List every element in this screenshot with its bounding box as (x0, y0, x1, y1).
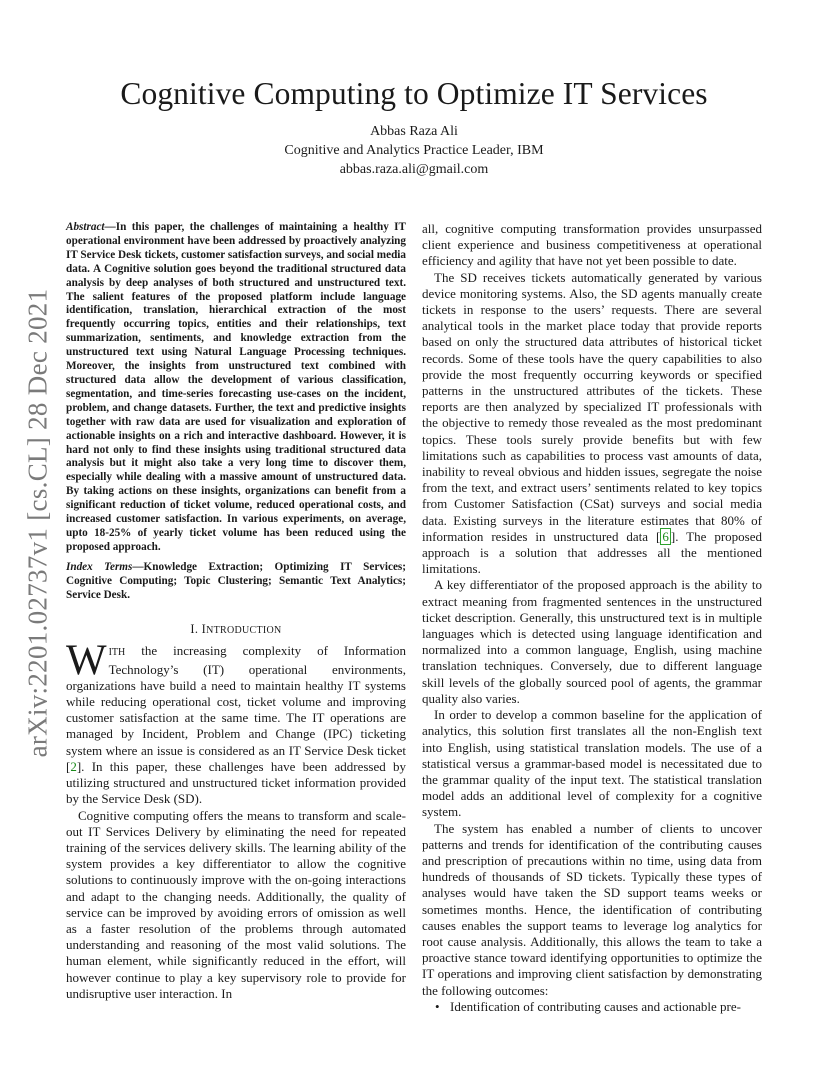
author-affiliation: Cognitive and Analytics Practice Leader, IBM (284, 143, 544, 158)
section-title-rest: NTRODUCTION (206, 625, 282, 637)
bullet-text: Identification of contributing causes and actionable pre- (450, 998, 741, 1014)
abstract-text: —In this paper, the challenges of maintaining a healthy IT operational environment have been addressed by proactively analyzing IT Service Desk tickets, customer satisfaction surveys, and social media data. A Cognitive solution goes beyond the traditional structured data analysis by deep analyses of both structured and unstructured text. The salient features of the proposed platform include language identification, translation, hierarchical extraction of the most frequently occurring topics, entities and their relationships, text summarization, sentiments, and knowledge extraction from the unstructured text using Natural Language Processing techniques. Moreover, the insights from unstructured text combined with structured data allow the development of various classification, segmentation, and time-series forecasting use-cases on the incident, problem, and change datasets. Further, the text and predictive insights together with raw data are used for visualization and exploration of actionable insights on a rich and interactive dashboard. However, it is hard not only to find these insights using traditional structured data analysis but it might also take a very long time to discover them, especially while dealing with a massive amount of unstructured data. By taking actions on these insights, organizations can benefit from a significant reduction of ticket volume, reduced operational costs, and increased customer satisfaction. In various experiments, on average, upto 18-25% of yearly ticket volume has been reduced using the proposed approach. (66, 221, 406, 553)
abstract-label: Abstract (66, 221, 105, 233)
right-paragraph-0: all, cognitive computing transformation provides unsurpassed client experience and business competitiveness at operational efficiency and agility that have not yet been possible to date. (422, 221, 762, 269)
intro-body (66, 637, 406, 1001)
intro-p1-text-b: ]. In this paper, these challenges have been addressed by utilizing structured and unstructured ticket information provided by the Service Desk (SD). (66, 758, 406, 807)
left-column (66, 221, 406, 1002)
intro-p1-text-a: the increasing complexity of Information Technology’s (IT) operational environments, organizations have build a need to maintain healthy IT systems while reducing operational cost, ticket volume and improving customer satisfaction at the same time. The IT operations are managed by Incident, Problem and Change (IPC) ticketing system where an issue is considered as an IT Service Desk ticket [ (66, 643, 406, 774)
drop-cap: W (66, 637, 107, 685)
arxiv-identifier (18, 288, 58, 758)
paper-title: Cognitive Computing to Optimize IT Services (120, 76, 708, 111)
arxiv-identifier-text: arXiv:2201.02737v1 [cs.CL] 28 Dec 2021 (22, 288, 53, 758)
intro-paragraph-2: Cognitive computing offers the means to transform and scale-out IT Services Delivery by eliminating the need for repeated training of the services delivery skills. The learning ability of the system provides a key differentiator to allow the cognitive solutions to continuously improve with the on-going interactions and adapt to the changing needs. Additionally, the quality of service can be improved by avoiding errors of omission as well as a faster resolution of the problems through automated understanding and reasoning of the most valid solutions. The human element, while significantly reduced in the effort, will however continue to play a key supervisory role to provide for undisruptive user interaction. In (66, 807, 406, 1001)
right-paragraph-1 (422, 270, 762, 578)
bullet-dot-icon: • (435, 998, 440, 1014)
index-terms (66, 561, 406, 603)
section-heading-introduction (66, 622, 406, 637)
right-paragraph-2: A key differentiator of the proposed approach is the ability to extract meaning from fragmented sentences in the unstructured ticket description. Generally, this unstructured text is in multiple languages which is detected using language identification and normalized into a common language, English, using machine translation techniques. Conversely, due to different language skill levels of the globally sourced pool of agents, the grammar quality also varies. (422, 577, 762, 706)
index-terms-text: —Knowledge Extraction; Optimizing IT Services; Cognitive Computing; Topic Clustering; Semantic Text Analytics; Service Desk. (66, 560, 406, 601)
citation-link[interactable]: 6 (662, 528, 669, 544)
section-numeral: I. I (190, 622, 207, 637)
citation-link[interactable]: 2 (70, 758, 77, 774)
right-p1-text-b: ]. The proposed approach is a solution that addresses all the mentioned limitations. (422, 528, 762, 577)
bullet-item (422, 999, 762, 1015)
intro-lead-caps: ITH (108, 647, 126, 659)
right-paragraph-3: In order to develop a common baseline for the application of analytics, this solution first translates all the non-English text into English, using statistical translation models. The use of a statistical versus a grammar-based model is necessitated due to the grammar quality of the input text. The statistical translation model adds an additional level of complexity for a cognitive system. (422, 707, 762, 820)
right-column (422, 221, 762, 1015)
right-paragraph-4: The system has enabled a number of clients to uncover patterns and trends for identification of the contributing causes and prescription of precautions within no time, using data from hundreds of thousands of SD tickets. Typically these types of analyses would have taken the SD support teams weeks or sometimes months. Hence, the identification of contributing causes enables the support teams to leverage log analytics for root cause analysis. Additionally, this allows the team to take a proactive stance toward identifying opportunities to optimize the IT operations and improving client satisfaction by demonstrating the following outcomes: (422, 820, 762, 998)
author-email: abbas.raza.ali@gmail.com (339, 162, 489, 177)
right-p1-text-a: The SD receives tickets automatically generated by various device monitoring systems. Also, the SD agents manually create tickets in response to the users’ requests. There are several analytical tools in the market place today that provide reports based on only the structured data attributes of historical ticket records. Some of these tools have the query capabilities to also provide the most frequently occurring keywords or specified patterns in the unstructured attributes of the tickets. These reports are then analyzed by specialized IT professionals with the objective to remedy those revealed as the most predominant topics. These tools surely provide benefits but with few limitations such as capabilities to process vast amounts of data, inability to reveal obvious and hidden issues, segregate the noise from the text, and extract users’ sentiments related to key topics from Customer Satisfaction (CSat) surveys and social media data. Existing surveys in the literature estimates that 80% of information resides in unstructured data [ (422, 269, 762, 544)
author-name: Abbas Raza Ali (370, 124, 458, 139)
index-terms-label: Index Terms (66, 560, 133, 573)
abstract (66, 221, 406, 555)
intro-paragraph-1 (66, 637, 406, 807)
author-block (0, 122, 828, 179)
